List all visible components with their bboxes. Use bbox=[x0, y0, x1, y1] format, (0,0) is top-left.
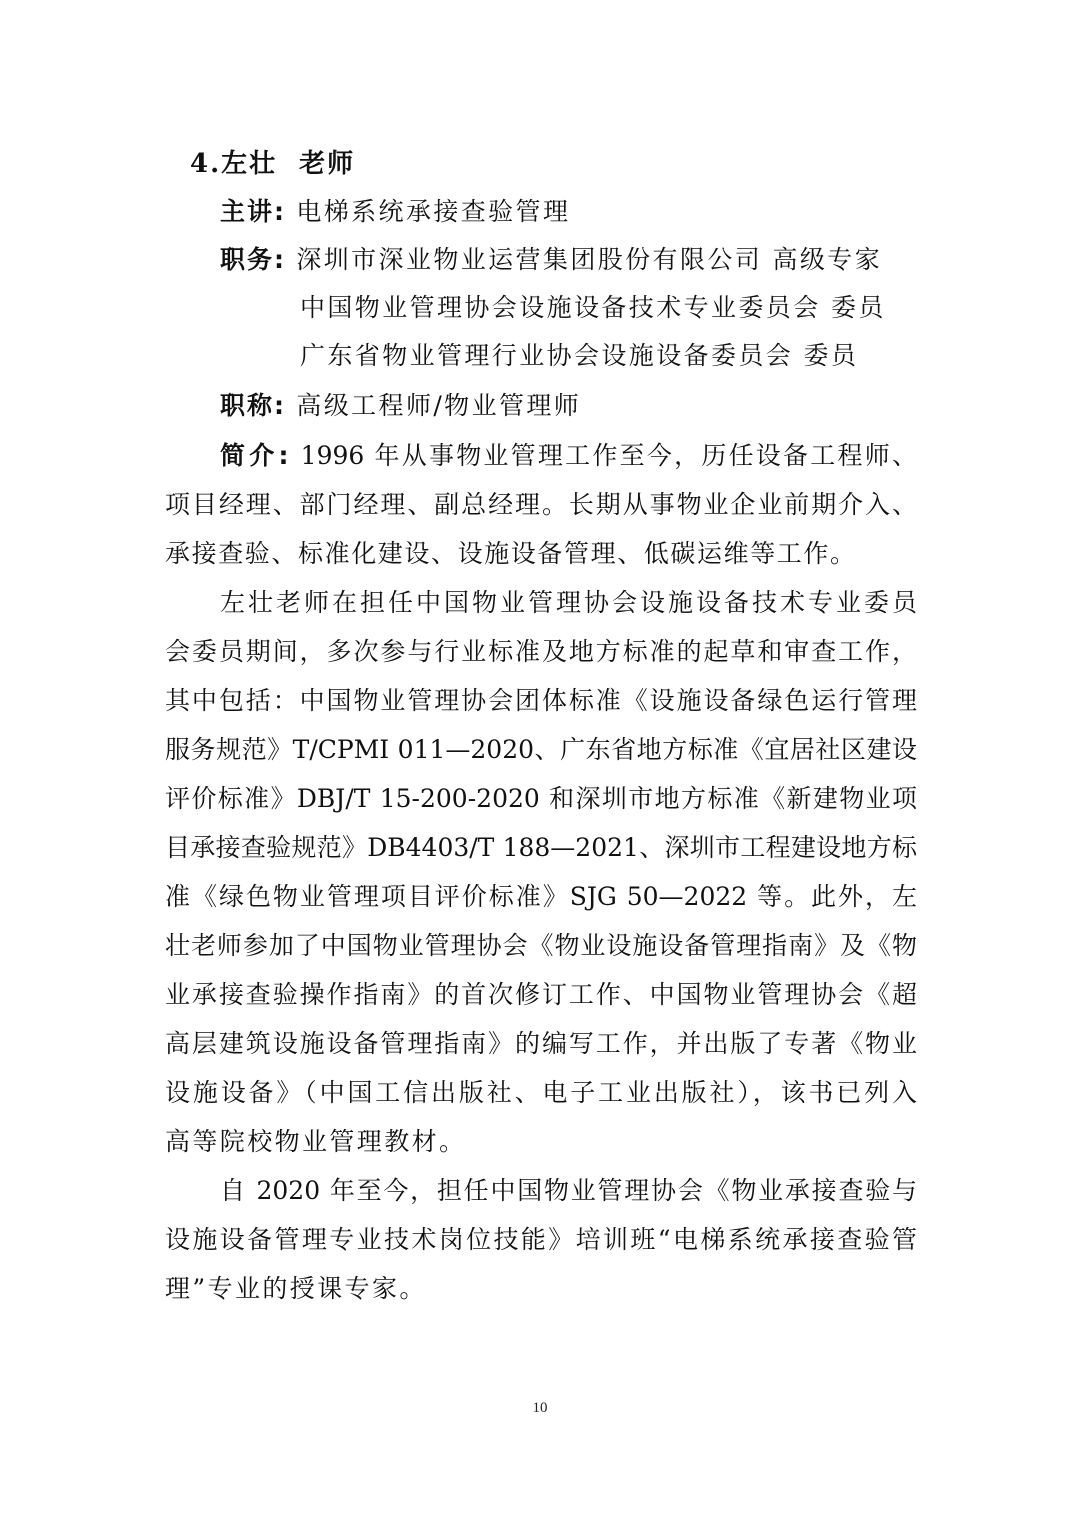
position-label: 职务: bbox=[220, 245, 286, 274]
position-row-2 bbox=[300, 284, 1052, 332]
topic-row bbox=[220, 188, 972, 236]
intro-label: 简介: bbox=[220, 441, 291, 470]
paragraph3-line-1: 自 2020 年至今，担任中国物业管理协会《物业承接查验与 bbox=[220, 1176, 917, 1205]
lecturer-title: 老师 bbox=[299, 149, 356, 179]
rank-label: 职称: bbox=[220, 391, 286, 420]
paragraph2-line-10: 高层建筑设施设备管理指南》的编写工作，并出版了专著《物业 bbox=[165, 1029, 917, 1058]
position-value-2: 中国物业管理协会设施设备技术专业委员会 委员 bbox=[300, 293, 886, 322]
paragraph2-line-7: 准《绿色物业管理项目评价标准》SJG 50—2022 等。此外，左 bbox=[165, 882, 917, 911]
intro-line-1 bbox=[220, 432, 917, 480]
paragraph2-line-4: 服务规范》T/CPMI 011—2020、广东省地方标准《宜居社区建设 bbox=[165, 735, 917, 764]
rank-row bbox=[220, 382, 972, 430]
page-number: 10 bbox=[532, 1400, 548, 1416]
paragraph2-line-11: 设施设备》（中国工信出版社、电子工业出版社），该书已列入 bbox=[165, 1078, 917, 1107]
paragraph2-line-12: 高等院校物业管理教材。 bbox=[165, 1127, 467, 1156]
topic-label: 主讲: bbox=[220, 197, 286, 226]
paragraph3-line-2: 设施设备管理专业技术岗位技能》培训班“电梯系统承接查验管 bbox=[165, 1225, 917, 1254]
lecturer-number: 4. bbox=[190, 149, 222, 179]
position-value-3: 广东省物业管理行业协会设施设备委员会 委员 bbox=[300, 341, 859, 370]
paragraph2-line-9: 业承接查验操作指南》的首次修订工作、中国物业管理协会《超 bbox=[165, 980, 917, 1009]
lecturer-name: 左壮 bbox=[221, 149, 278, 179]
intro-text-1: 1996 年从事物业管理工作至今，历任设备工程师、 bbox=[300, 441, 917, 470]
paragraph2-line-6: 目承接查验规范》DB4403/T 188—2021、深圳市工程建设地方标 bbox=[165, 833, 917, 862]
paragraph2-line-1: 左壮老师在担任中国物业管理协会设施设备技术专业委员 bbox=[220, 588, 917, 617]
topic-value: 电梯系统承接查验管理 bbox=[296, 197, 571, 226]
paragraph2-line-3: 其中包括：中国物业管理协会团体标准《设施设备绿色运行管理 bbox=[165, 686, 917, 715]
paragraph2-line-8: 壮老师参加了中国物业管理协会《物业设施设备管理指南》及《物 bbox=[165, 931, 917, 960]
position-row-3 bbox=[300, 332, 1052, 380]
lecturer-heading bbox=[190, 140, 942, 188]
paragraph2-line-5: 评价标准》DBJ/T 15-200-2020 和深圳市地方标准《新建物业项 bbox=[165, 784, 917, 813]
intro-line-2: 项目经理、部门经理、副总经理。长期从事物业企业前期介入、 bbox=[165, 490, 917, 519]
paragraph3-line-3: 理”专业的授课专家。 bbox=[165, 1274, 427, 1303]
position-value-1: 深圳市深业物业运营集团股份有限公司 高级专家 bbox=[296, 245, 883, 274]
position-row bbox=[220, 236, 972, 284]
paragraph2-line-2: 会委员期间，多次参与行业标准及地方标准的起草和审查工作， bbox=[165, 637, 917, 666]
intro-line-3: 承接查验、标准化建设、设施设备管理、低碳运维等工作。 bbox=[165, 539, 857, 568]
rank-value: 高级工程师/物业管理师 bbox=[296, 391, 582, 420]
